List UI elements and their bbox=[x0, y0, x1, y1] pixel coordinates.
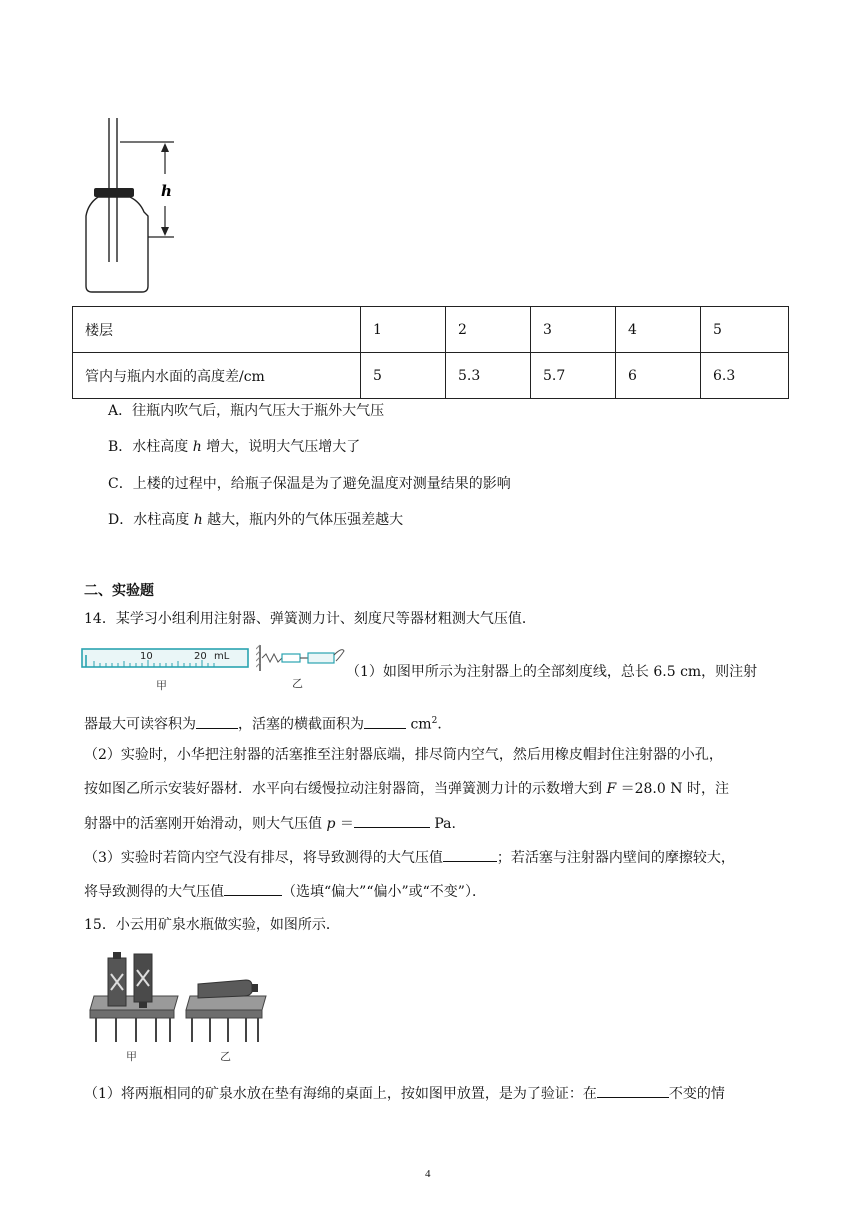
answer-blank[interactable] bbox=[196, 714, 238, 729]
text-span: Pa. bbox=[429, 816, 456, 832]
q14-part1-line2 bbox=[84, 711, 451, 735]
table-cell: 6.3 bbox=[701, 353, 789, 399]
table-cell: 1 bbox=[361, 307, 446, 353]
q14-part2-line2 bbox=[84, 779, 729, 799]
option-b bbox=[108, 437, 360, 457]
scale-tick-10: 10 bbox=[140, 651, 153, 662]
q15-part1-line1 bbox=[84, 1083, 725, 1104]
text-span: ． bbox=[437, 716, 452, 733]
table-cell: 管内与瓶内水面的高度差/cm bbox=[73, 353, 361, 399]
option-a bbox=[108, 401, 384, 421]
text-span: ；若活塞与注射器内壁间的摩擦较大， bbox=[496, 850, 735, 866]
height-label: h bbox=[161, 182, 172, 200]
table-cell: 2 bbox=[446, 307, 531, 353]
variable: F bbox=[606, 781, 617, 797]
q14-part2-line1: （2）实验时，小华把注射器的活塞推至注射器底端，排尽筒内空气，然后用橡皮帽封住注射器的小孔， bbox=[84, 747, 723, 763]
table-cell: 6 bbox=[616, 353, 701, 399]
text-span: 按如图乙所示安装好器材．水平向右缓慢拉动注射器筒，当弹簧测力计的示数增大到 bbox=[84, 781, 607, 797]
answer-blank[interactable] bbox=[224, 881, 282, 896]
q14-part3-line2 bbox=[84, 881, 486, 902]
figure-caption-jia: 甲 bbox=[126, 1050, 137, 1063]
variable: p bbox=[326, 816, 336, 832]
table-cell: 5 bbox=[361, 353, 446, 399]
bottle-tube-figure bbox=[76, 112, 186, 298]
option-text: D．水柱高度 bbox=[108, 512, 194, 528]
table-cell: 4 bbox=[616, 307, 701, 353]
text-span: ＝ bbox=[335, 816, 354, 832]
text-span: （1）将两瓶相同的矿泉水放在垫有海绵的桌面上，按如图甲放置，是为了验证：在 bbox=[84, 1086, 597, 1102]
section-title: 二、实验题 bbox=[84, 583, 154, 599]
text-span: （选填“偏大”“偏小”或“不变”）． bbox=[282, 884, 486, 900]
table-cell: 3 bbox=[531, 307, 616, 353]
floor-height-table bbox=[72, 306, 789, 399]
text-span: 不变的情 bbox=[668, 1086, 725, 1102]
text-span: （3）实验时若筒内空气没有排尽，将导致测得的大气压值 bbox=[84, 850, 443, 866]
text-span: 器最大可读容积为 bbox=[84, 716, 196, 733]
syringe-scale-figure bbox=[80, 645, 252, 693]
text-span: ＝28.0 N 时，注 bbox=[616, 781, 729, 797]
q15-stem: 15．小云用矿泉水瓶做实验，如图所示． bbox=[84, 917, 340, 933]
option-text: C．上楼的过程中，给瓶子保温是为了避免温度对测量结果的影响 bbox=[108, 476, 511, 492]
table-cell: 5.7 bbox=[531, 353, 616, 399]
text-span: 射器中的活塞刚开始滑动，则大气压值 bbox=[84, 816, 327, 832]
q14-part3-line1 bbox=[84, 847, 735, 868]
figure-caption-yi: 乙 bbox=[292, 677, 303, 690]
q14-part1-line1: （1）如图甲所示为注射器上的全部刻度线，总长 6.5 cm，则注射 bbox=[346, 664, 758, 680]
option-text: A．往瓶内吹气后，瓶内气压大于瓶外大气压 bbox=[108, 403, 385, 419]
table-row bbox=[73, 307, 789, 353]
text-span: 将导致测得的大气压值 bbox=[84, 884, 224, 900]
water-bottle-figure bbox=[86, 950, 270, 1068]
option-d bbox=[108, 510, 403, 530]
q14-stem: 14．某学习小组利用注射器、弹簧测力计、刻度尺等器材粗测大气压值． bbox=[84, 611, 536, 627]
option-text: B．水柱高度 bbox=[108, 439, 193, 455]
option-text: 越大，瓶内外的气体压强差越大 bbox=[202, 512, 404, 528]
answer-blank[interactable] bbox=[364, 714, 406, 729]
superscript: 2 bbox=[431, 716, 438, 726]
table-row bbox=[73, 353, 789, 399]
text-span: cm bbox=[406, 716, 432, 733]
answer-blank[interactable] bbox=[443, 847, 497, 862]
option-variable: h bbox=[192, 439, 202, 455]
option-text: 增大，说明大气压增大了 bbox=[201, 439, 361, 455]
page-number: 4 bbox=[425, 1168, 431, 1180]
table-cell: 5 bbox=[701, 307, 789, 353]
scale-unit: mL bbox=[214, 651, 230, 662]
answer-blank[interactable] bbox=[354, 813, 430, 828]
table-cell: 楼层 bbox=[73, 307, 361, 353]
text-span: ，活塞的横截面积为 bbox=[238, 716, 364, 733]
option-variable: h bbox=[193, 512, 203, 528]
figure-caption-jia: 甲 bbox=[156, 679, 167, 692]
syringe-spring-figure bbox=[256, 641, 346, 693]
answer-blank[interactable] bbox=[597, 1083, 669, 1098]
q14-part2-line3 bbox=[84, 813, 456, 834]
scale-tick-20: 20 bbox=[194, 651, 207, 662]
table-cell: 5.3 bbox=[446, 353, 531, 399]
option-c bbox=[108, 474, 511, 494]
figure-caption-yi: 乙 bbox=[220, 1050, 231, 1063]
